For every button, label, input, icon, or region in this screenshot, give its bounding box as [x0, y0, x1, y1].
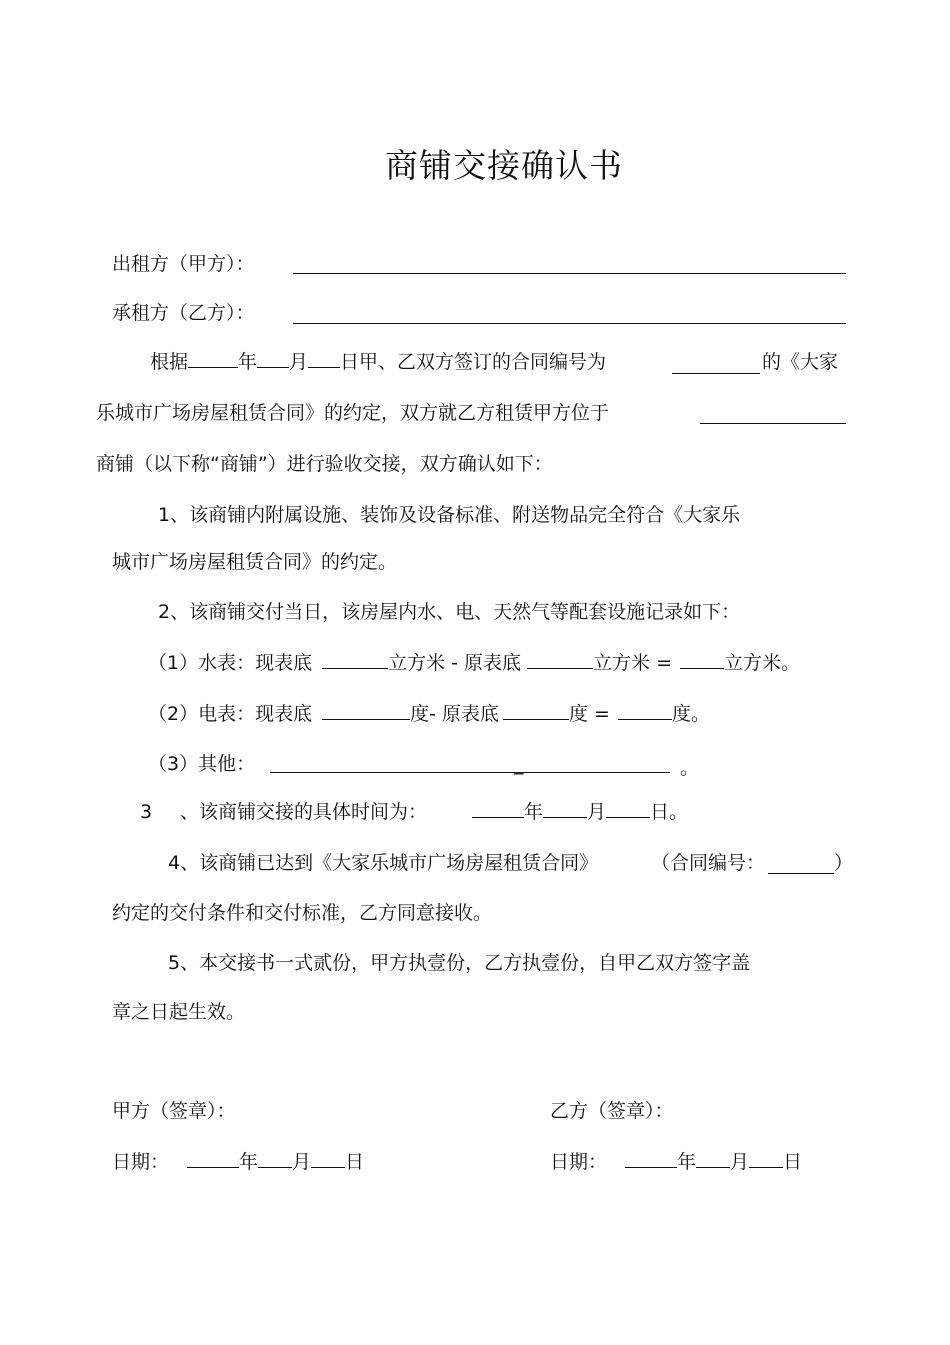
- item-4-contract-label: （合同编号：: [651, 852, 766, 874]
- party-a-signature-label: 甲方（签章）：: [112, 1100, 236, 1122]
- intro-middle: 日甲、乙双方签订的合同编号为: [340, 351, 607, 373]
- handover-month-blank[interactable]: [543, 799, 587, 818]
- party-b-signature-label: 乙方（签章）：: [550, 1100, 674, 1122]
- item-1-line-1: 1、该商铺内附属设施、装饰及设备标准、附送物品完全符合《大家乐: [158, 504, 741, 526]
- party-a-day: 日: [345, 1151, 365, 1173]
- water-unit: 立方米。: [724, 652, 801, 674]
- electric-current-blank[interactable]: [322, 701, 410, 720]
- party-a-blank[interactable]: [293, 273, 846, 274]
- party-b-date-label: 日期：: [550, 1151, 608, 1173]
- intro-prefix: 根据: [150, 351, 189, 373]
- handover-month: 月: [587, 801, 607, 823]
- contract-number-blank[interactable]: [672, 373, 760, 374]
- item-5-line-1: 5、本交接书一式贰份，甲方执壹份，乙方执壹份，自甲乙双方签字盖: [168, 952, 751, 974]
- party-a-month: 月: [292, 1151, 312, 1173]
- water-equals: 立方米 =: [593, 652, 672, 674]
- handover-date-row: [472, 799, 688, 825]
- party-a-day-blank[interactable]: [311, 1149, 345, 1168]
- item-5-line-2: 章之日起生效。: [112, 1001, 246, 1023]
- party-b-date-row: [550, 1149, 802, 1175]
- party-a-year-blank[interactable]: [187, 1149, 239, 1168]
- party-b-year-blank[interactable]: [625, 1149, 677, 1168]
- electric-equals: 度 =: [569, 703, 610, 725]
- intro-line-3: 商铺（以下称“商铺”）进行验收交接，双方确认如下：: [96, 453, 553, 475]
- contract-year-blank[interactable]: [188, 349, 238, 368]
- item-4-line-1: 4、该商铺已达到《大家乐城市广场房屋租赁合同》: [168, 852, 599, 874]
- intro-line-1: [150, 349, 606, 375]
- other-mark: _: [514, 753, 524, 775]
- party-a-date-label: 日期：: [112, 1151, 170, 1173]
- party-a-date-row: [112, 1149, 364, 1175]
- water-original-label: 立方米 - 原表底: [388, 652, 522, 674]
- intro-year: 年: [238, 351, 258, 373]
- other-period: 。: [680, 757, 700, 779]
- water-current-blank[interactable]: [322, 650, 388, 669]
- contract-day-blank[interactable]: [308, 349, 340, 368]
- party-b-day-blank[interactable]: [749, 1149, 783, 1168]
- handover-year: 年: [524, 801, 544, 823]
- handover-year-blank[interactable]: [472, 799, 524, 818]
- party-b-day: 日: [783, 1151, 803, 1173]
- party-b-month: 月: [730, 1151, 750, 1173]
- electric-original-label: 度- 原表底: [410, 703, 499, 725]
- party-a-label: 出租方（甲方）：: [112, 253, 255, 275]
- contract-month-blank[interactable]: [257, 349, 289, 368]
- water-total-blank[interactable]: [680, 650, 724, 669]
- item-4-contract-blank[interactable]: [768, 873, 834, 874]
- party-b-month-blank[interactable]: [696, 1149, 730, 1168]
- intro-suffix: 的《大家: [762, 351, 839, 373]
- item-4-line-2: 约定的交付条件和交付标准，乙方同意接收。: [112, 902, 493, 924]
- party-a-month-blank[interactable]: [258, 1149, 292, 1168]
- shop-location-blank[interactable]: [700, 423, 846, 424]
- party-b-year: 年: [677, 1151, 697, 1173]
- other-blank[interactable]: [270, 772, 670, 773]
- intro-line-2: 乐城市广场房屋租赁合同》的约定，双方就乙方租赁甲方位于: [96, 402, 610, 424]
- item-3-text: 、该商铺交接的具体时间为：: [180, 801, 428, 823]
- water-original-blank[interactable]: [527, 650, 593, 669]
- electric-current-label: （2）电表：现表底: [148, 703, 313, 725]
- handover-day-blank[interactable]: [606, 799, 650, 818]
- electric-original-blank[interactable]: [503, 701, 569, 720]
- other-label: （3）其他：: [148, 753, 256, 775]
- electric-total-blank[interactable]: [618, 701, 672, 720]
- electric-unit: 度。: [671, 703, 710, 725]
- water-meter-row: [148, 650, 800, 676]
- party-a-year: 年: [239, 1151, 259, 1173]
- electric-meter-row: [148, 701, 710, 727]
- party-b-blank[interactable]: [293, 323, 846, 324]
- intro-month: 月: [289, 351, 309, 373]
- item-4-close-paren: ）: [834, 852, 854, 874]
- water-current-label: （1）水表：现表底: [148, 652, 313, 674]
- handover-day: 日。: [650, 801, 689, 823]
- document-title: 商铺交接确认书: [385, 146, 623, 185]
- party-b-label: 承租方（乙方）：: [112, 302, 255, 324]
- item-1-line-2: 城市广场房屋租赁合同》的约定。: [112, 551, 398, 573]
- item-3-number: 3: [140, 801, 153, 823]
- item-2-line-1: 2、该商铺交付当日，该房屋内水、电、天然气等配套设施记录如下：: [158, 601, 741, 623]
